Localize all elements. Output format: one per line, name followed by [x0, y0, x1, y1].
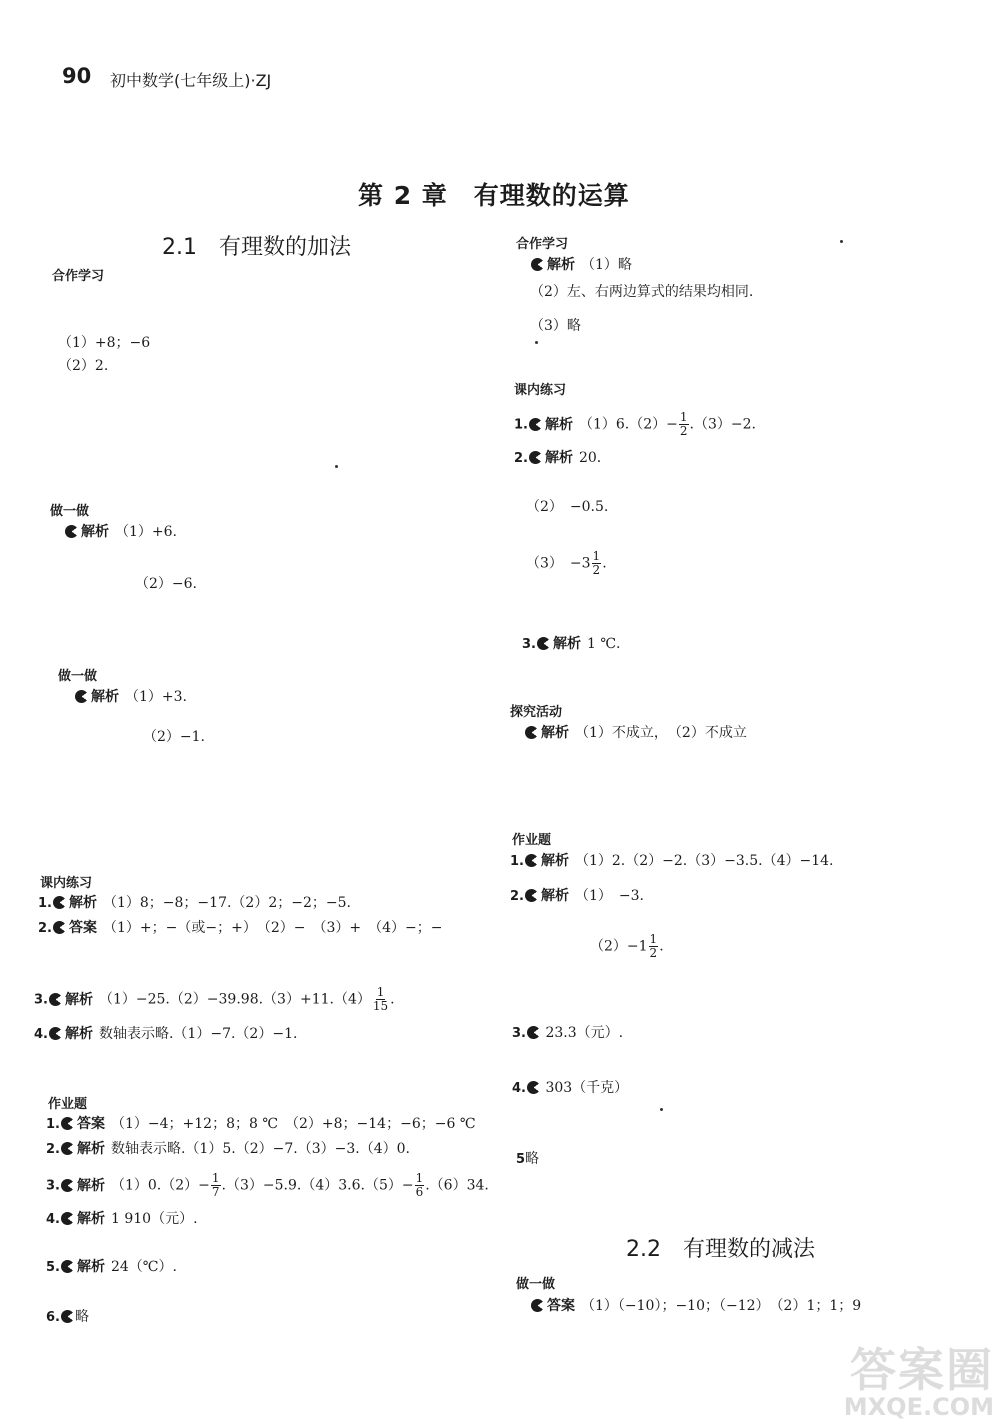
answer-text: （3） −3 [526, 555, 591, 572]
answer-text: （1）2.（2）−2.（3）−3.5.（4）−14. [574, 853, 834, 869]
kenei-heading-left: 课内练习 [40, 876, 93, 891]
answer-text: （1）略 [581, 257, 632, 273]
answer-text: 略 [74, 1309, 89, 1325]
kenei-right-q1 [514, 411, 756, 438]
answer-marker-icon [527, 1081, 540, 1094]
kenei-heading-right: 课内练习 [514, 383, 567, 398]
section-title-2-2: 2.2 有理数的减法 [626, 1237, 815, 1262]
label-jiexi: 解析 [540, 853, 569, 869]
answer-text: 1 910（元）. [110, 1211, 198, 1227]
question-number: 1. [38, 896, 52, 911]
fraction [415, 1172, 425, 1199]
zuoye-right-q2-part2 [590, 933, 664, 960]
answer-text: （2）−1 [590, 938, 648, 955]
question-number: 6. [46, 1310, 60, 1325]
zuoye-right-q3 [512, 1023, 623, 1044]
zuoyizuo-heading-1: 做一做 [50, 504, 90, 519]
label-jiexi: 解析 [544, 416, 573, 433]
zuoyizuo-heading-2: 做一做 [58, 669, 98, 684]
fraction-numerator: 1 [415, 1171, 424, 1185]
kenei-right-q2-part2: （2） −0.5. [526, 499, 609, 515]
answer-text: 20. [578, 450, 602, 466]
hezuo-answer-2: （2）2. [58, 358, 109, 374]
question-number: 4. [512, 1081, 526, 1096]
label-daan: 答案 [68, 920, 97, 936]
fraction-denominator: 15 [372, 999, 389, 1013]
answer-text: 略 [525, 1151, 540, 1167]
answer-text: （1）不成立， （2）不成立 [575, 725, 747, 741]
label-jiexi: 解析 [544, 450, 573, 466]
watermark-text: 答案圈 [850, 1343, 994, 1397]
answer-text: （1）6.（2）− [578, 416, 678, 433]
question-number: 1. [514, 417, 528, 433]
fraction [649, 933, 659, 960]
fraction-numerator: 1 [679, 410, 688, 424]
question-number: 5 [516, 1152, 526, 1167]
kenei-right-q2 [514, 448, 601, 469]
question-number: 1. [510, 854, 524, 869]
answer-text: .（6）34. [425, 1177, 489, 1194]
zuoye-q4 [46, 1209, 198, 1230]
tanjiu-answer [524, 723, 747, 743]
kenei-q1 [38, 893, 351, 914]
scan-speck [660, 1108, 663, 1111]
question-number: 5. [46, 1260, 60, 1275]
label-jiexi: 解析 [76, 1211, 105, 1227]
answer-text: （1）−4；+12；8；8 ℃ （2）+8；−14；−6；−6 ℃ [110, 1116, 476, 1132]
section-title-2-1: 2.1 有理数的加法 [162, 235, 351, 260]
fraction-denominator: 2 [649, 946, 658, 960]
label-jiexi: 解析 [76, 1141, 105, 1157]
answer-marker-icon [529, 451, 542, 464]
answer-text: （1）+；−（或−；+） （2）− （3）+ （4）−；− [102, 920, 443, 936]
kenei-q3 [34, 986, 395, 1013]
label-jiexi: 解析 [540, 888, 569, 904]
label-daan: 答案 [76, 1116, 105, 1132]
answer-marker-icon [525, 889, 538, 902]
answer-text: （1）−25.（2）−39.98.（3）+11.（4） [98, 991, 371, 1008]
zuoyizuo-2-line-1 [74, 687, 187, 707]
zuoye-q1 [46, 1114, 475, 1135]
answer-marker-icon [61, 1117, 74, 1130]
kenei-right-q3 [522, 634, 620, 655]
zuoye-heading-right: 作业题 [512, 833, 552, 848]
question-number: 1. [46, 1117, 60, 1132]
answer-text: （1）+6. [115, 524, 177, 540]
zuoye-q6 [46, 1307, 89, 1328]
kenei-q4 [34, 1024, 297, 1045]
running-title: 初中数学(七年级上)·ZJ [110, 71, 272, 90]
answer-text: （1）0.（2）− [110, 1177, 210, 1194]
zuoye-right-q1 [510, 851, 834, 872]
question-number: 2. [38, 921, 52, 936]
question-number: 3. [522, 637, 536, 652]
zuoye-right-q2 [510, 886, 644, 907]
fraction [592, 550, 602, 577]
question-number: 4. [34, 1027, 48, 1042]
answer-marker-icon [531, 1299, 544, 1312]
watermark-logo [843, 1343, 994, 1421]
answer-marker-icon [65, 525, 78, 538]
zuoye-q5 [46, 1257, 177, 1278]
answer-marker-icon [537, 637, 550, 650]
label-jiexi: 解析 [552, 636, 581, 652]
label-jiexi: 解析 [547, 257, 575, 273]
zuoyizuo-1-line-1 [64, 522, 177, 542]
fraction-denominator: 2 [679, 424, 688, 438]
label-jiexi: 解析 [81, 524, 109, 540]
label-jiexi: 解析 [541, 725, 569, 741]
label-jiexi: 解析 [64, 1026, 93, 1042]
fraction-denominator: 2 [592, 563, 601, 577]
zuoye-q2 [46, 1139, 410, 1160]
question-number: 3. [512, 1026, 526, 1041]
zuoyizuo-1-line-2: （2）−6. [135, 576, 197, 592]
answer-marker-icon [529, 418, 542, 431]
fraction-numerator: 1 [211, 1171, 220, 1185]
answer-text-tail: . [390, 991, 395, 1008]
answer-marker-icon [61, 1260, 74, 1273]
label-jiexi: 解析 [64, 991, 93, 1008]
fraction [679, 411, 689, 438]
answer-marker-icon [75, 690, 88, 703]
answer-marker-icon [61, 1310, 74, 1323]
zuoye-heading-left: 作业题 [48, 1097, 88, 1112]
answer-marker-icon [49, 993, 62, 1006]
hezuo-right-line-3: （3）略 [530, 318, 581, 334]
answer-text: .（3）−2. [689, 416, 756, 433]
question-number: 2. [510, 889, 524, 904]
scan-speck [840, 240, 843, 243]
answer-marker-icon [527, 1026, 540, 1039]
hezuo-heading-right: 合作学习 [516, 237, 569, 252]
fraction-numerator: 1 [592, 549, 601, 563]
scan-speck [335, 465, 338, 468]
answer-text: 数轴表示略.（1）5.（2）−7.（3）−3.（4）0. [110, 1141, 410, 1157]
zuoye-right-q4 [512, 1078, 628, 1099]
chapter-title: 第 2 章 有理数的运算 [358, 181, 630, 210]
answer-text: . [602, 555, 607, 572]
fraction-numerator: 1 [649, 932, 658, 946]
answer-marker-icon [531, 258, 544, 271]
answer-text: .（3）−5.9.（4）3.6.（5）− [221, 1177, 414, 1194]
question-number: 4. [46, 1212, 60, 1227]
answer-text: 303（千克） [545, 1080, 629, 1096]
fraction-denominator: 7 [211, 1185, 220, 1199]
answer-marker-icon [525, 854, 538, 867]
kenei-right-q2-part3 [526, 550, 607, 577]
kenei-q2 [38, 918, 442, 939]
answer-marker-icon [53, 921, 66, 934]
zuoye-q3 [46, 1172, 489, 1199]
fraction [372, 986, 389, 1013]
scan-speck [535, 341, 538, 344]
answer-text: 数轴表示略.（1）−7.（2）−1. [98, 1026, 298, 1042]
question-number: 3. [46, 1178, 60, 1194]
answer-marker-icon [53, 896, 66, 909]
hezuo-right-line-2: （2）左、右两边算式的结果均相同. [530, 284, 754, 300]
watermark-url: MXQE.COM [843, 1393, 994, 1421]
label-daan: 答案 [547, 1298, 575, 1314]
hezuo-right-line-1 [530, 255, 632, 275]
question-number: 2. [46, 1142, 60, 1157]
question-number: 3. [34, 992, 48, 1008]
zuoyizuo-2-line-2: （2）−1. [143, 729, 205, 745]
fraction-denominator: 6 [415, 1185, 424, 1199]
answer-text: （1）+3. [125, 689, 187, 705]
answer-text: . [659, 938, 664, 955]
hezuo-answer-1: （1）+8；−6 [58, 335, 151, 351]
label-jiexi: 解析 [68, 895, 97, 911]
label-jiexi: 解析 [91, 689, 119, 705]
hezuo-heading: 合作学习 [52, 269, 105, 284]
answer-text: （1）8；−8；−17.（2）2；−2；−5. [102, 895, 351, 911]
zuoye-right-q5 [516, 1149, 539, 1170]
answer-text: （1）（−10）；−10；（−12） （2）1；1；9 [581, 1298, 862, 1314]
fraction-numerator: 1 [376, 985, 385, 999]
answer-marker-icon [49, 1027, 62, 1040]
fraction [211, 1172, 221, 1199]
answer-marker-icon [61, 1212, 74, 1225]
label-jiexi: 解析 [76, 1177, 105, 1194]
answer-text: （1） −3. [574, 888, 644, 904]
tanjiu-heading: 探究活动 [510, 705, 563, 720]
answer-text: 23.3（元）. [545, 1025, 624, 1041]
question-number: 2. [514, 451, 528, 466]
answer-text: 1 ℃. [586, 636, 621, 652]
answer-marker-icon [61, 1179, 74, 1192]
page-number: 90 [62, 64, 92, 88]
section2-answer [530, 1296, 861, 1316]
zuoyizuo-heading-right: 做一做 [516, 1277, 556, 1292]
answer-marker-icon [525, 726, 538, 739]
answer-marker-icon [61, 1142, 74, 1155]
answer-text: 24（℃）. [110, 1259, 177, 1275]
label-jiexi: 解析 [76, 1259, 105, 1275]
